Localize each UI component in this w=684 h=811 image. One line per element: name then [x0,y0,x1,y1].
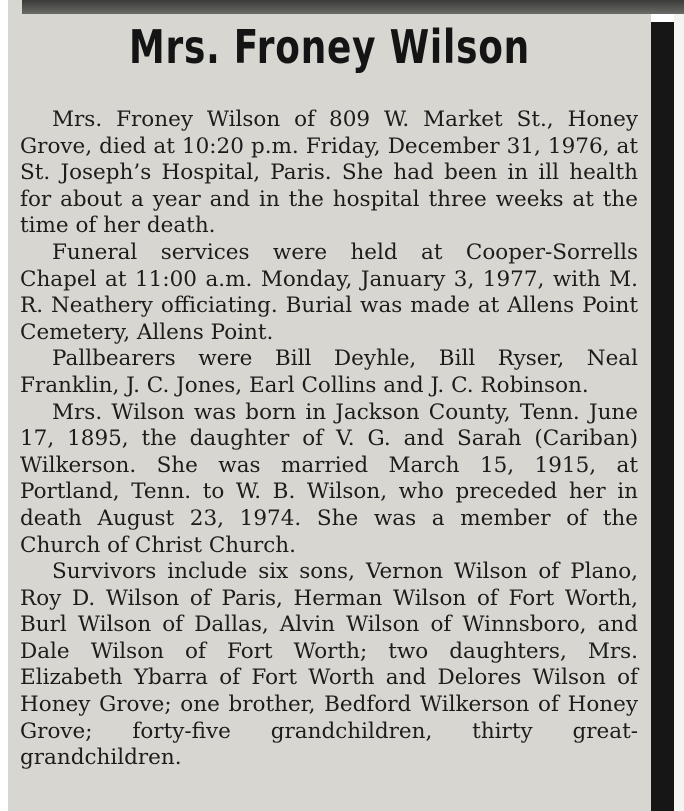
paragraph-death: Mrs. Froney Wilson of 809 W. Market St., Honey Grove, died at 10:20 p.m. Friday, December 31, 1976, at St. Joseph’s Hospital, Paris. She had been in ill health for about a year and in the hospital three weeks at the time of her death. [20,107,638,239]
paragraph-funeral: Funeral services were held at Cooper-Sorrells Chapel at 11:00 a.m. Monday, January 3, 1977, with M. R. Neathery officiating. Burial was made at Allens Point Cemetery, Allens Point. [20,239,638,345]
scan-top-shadow [22,0,684,14]
paragraph-survivors: Survivors include six sons, Vernon Wilson of Plano, Roy D. Wilson of Paris, Herman Wilson of Fort Worth, Burl Wilson of Dallas, Alvin Wilson of Winnsboro, and Dale Wilson of Fort Worth; two daughters, Mrs. Elizabeth Ybarra of Fort Worth and Delores Wilson of Honey Grove; one brother, Bedford Wilkerson of Honey Grove; forty-five grandchildren, thirty great-grandchildren. [20,559,638,771]
paragraph-biography: Mrs. Wilson was born in Jackson County, Tenn. June 17, 1895, the daughter of V. G. and Sarah (Cariban) Wilkerson. She was married March 15, 1915, at Portland, Tenn. to W. B. Wilson, who preceded her in death August 23, 1974. She was a member of the Church of Christ Church. [20,399,638,558]
scan-margin [674,14,684,811]
obituary-headline: Mrs. Froney Wilson [129,20,530,74]
scan-right-edge-shadow [651,22,674,811]
paragraph-pallbearers: Pallbearers were Bill Deyhle, Bill Ryser, Neal Franklin, J. C. Jones, Earl Collins and J. C. Robinson. [20,346,638,398]
obituary-body [20,107,638,772]
